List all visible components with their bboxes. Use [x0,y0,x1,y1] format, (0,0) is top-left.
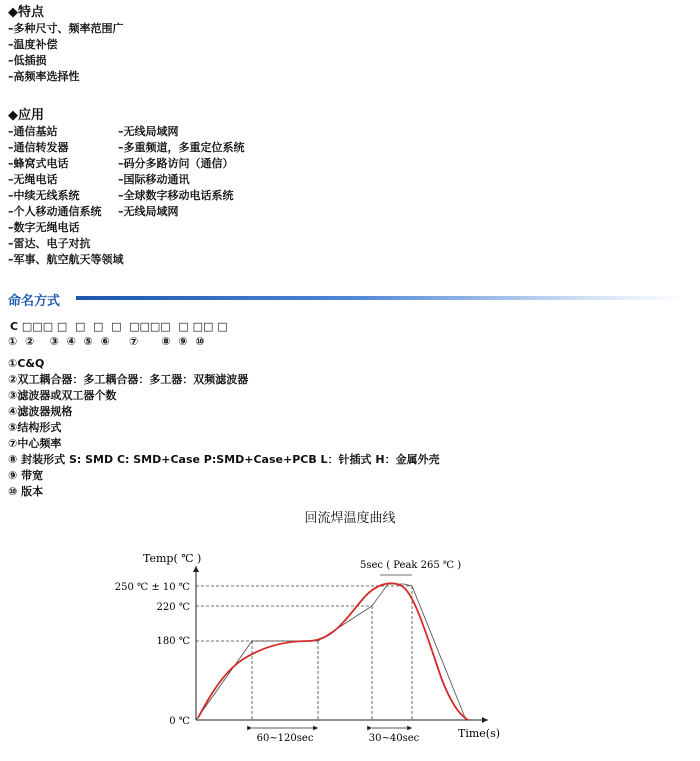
list-item: –无绳电话 [8,173,58,186]
list-item: –全球数字移动电话系统 [118,189,234,202]
range-label-preheat: 60~120sec [256,733,314,744]
y-tick-label: 0 ℃ [169,716,190,727]
legend-item: ②双工耦合器：多工耦合器：多工器：双频滤波器 [8,373,249,386]
list-item: –码分多路访问（通信） [118,157,234,170]
legend-item: ⑨ 带宽 [8,469,44,482]
peak-annotation: 5sec ( Peak 265 ℃ ) [360,560,462,571]
legend-item: ①C&Q [8,357,45,370]
y-tick-label: 180 ℃ [156,636,190,647]
list-item: –通信基站 [8,125,58,138]
list-item: –多种尺寸、频率范围广 [8,22,124,35]
list-item: –温度补偿 [8,38,58,51]
naming-code-row: C □□□ □ □ □ □ □□□□ □ □□ □ [10,320,228,333]
reflow-curve [198,583,468,720]
list-item: –多重频道，多重定位系统 [118,141,245,154]
naming-number-row: ① ② ③ ④ ⑤ ⑥ ⑦ ⑧ ⑨ ⑩ [8,335,205,348]
list-item: –低插损 [8,54,47,67]
features-heading: ◆特点 [8,5,44,20]
list-item: –数字无绳电话 [8,221,80,234]
legend-item: ④滤波器规格 [8,405,73,418]
list-item: –高频率选择性 [8,70,80,83]
list-item: –军事、航空航天等领域 [8,253,124,266]
chart-title: 回流焊温度曲线 [304,511,396,526]
ideal-profile-line [196,584,466,720]
y-tick-label: 250 ℃ ± 10 ℃ [114,582,190,593]
list-item: –蜂窝式电话 [8,157,69,170]
legend-item: ⑩ 版本 [8,485,44,498]
x-axis-label: Time(s) [458,727,501,740]
range-label-peak: 30~40sec [368,733,420,744]
legend-item: ⑦中心频率 [8,437,62,450]
list-item: –无线局域网 [118,205,179,218]
list-item: –国际移动通讯 [118,173,190,186]
legend-item: ③滤波器或双工器个数 [8,389,117,402]
list-item: –通信转发器 [8,141,69,154]
list-item: –中续无线系统 [8,189,80,202]
y-axis-label: Temp( ℃ ) [143,552,202,565]
naming-heading: 命名方式 [8,294,61,309]
list-item: –个人移动通信系统 [8,205,102,218]
legend-item: ⑤结构形式 [8,421,62,434]
list-item: –雷达、电子对抗 [8,237,91,250]
applications-heading: ◆应用 [8,108,44,123]
legend-item: ⑧ 封装形式 S: SMD C: SMD+Case P:SMD+Case+PCB L：针插式 H：金属外壳 [8,453,440,466]
list-item: –无线局域网 [118,125,179,138]
y-tick-label: 220 ℃ [156,602,190,613]
